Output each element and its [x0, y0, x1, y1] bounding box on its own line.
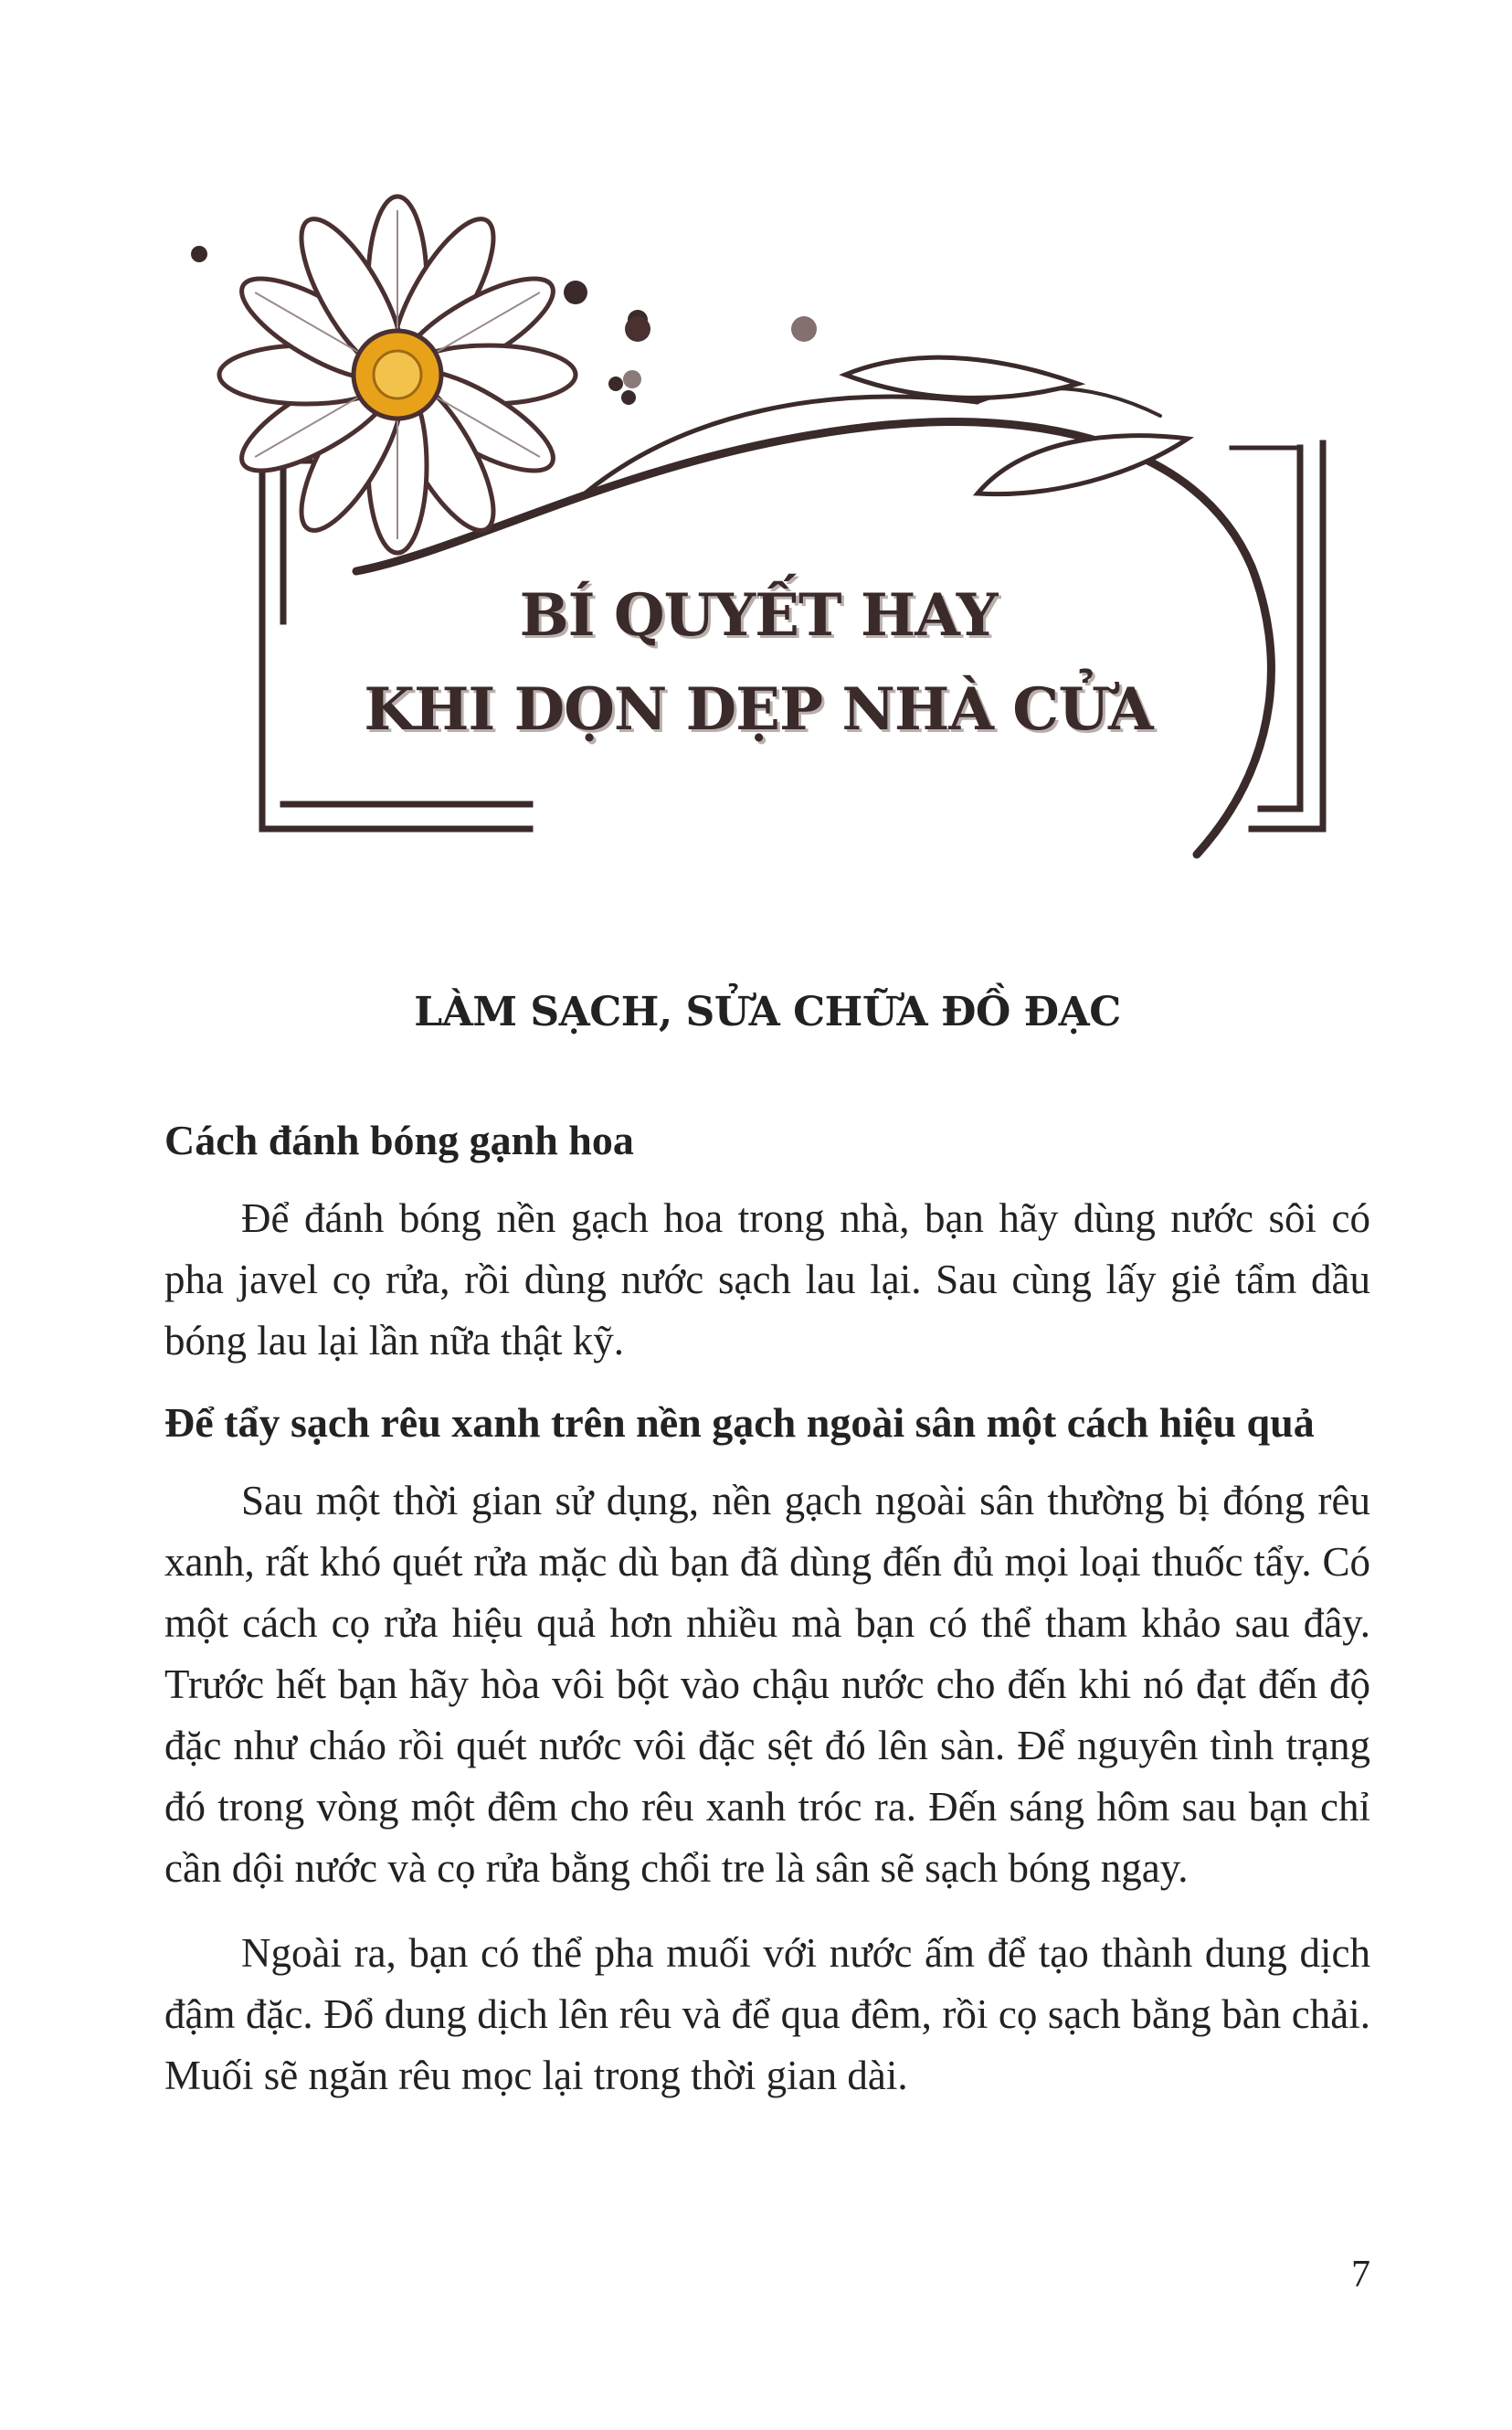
article-paragraph: Sau một thời gian sử dụng, nền gạch ngoài sân thường bị đóng rêu xanh, rất khó quét rửa mặc dù bạn đã dùng đến đủ mọi loại thuốc tẩy. Có một cách cọ rửa hiệu quả hơn nhiều mà bạn có thể tham khảo sau đây. Trước hết bạn hãy hòa vôi bột vào chậu nước cho đến khi nó đạt đến độ đặc như cháo rồi quét nước vôi đặc sệt đó lên sàn. Để nguyên tình trạng đó trong vòng một đêm cho rêu xanh tróc ra. Đến sáng hôm sau bạn chỉ cần dội nước và cọ rửa bằng chổi tre là sân sẽ sạch bóng ngay.	[164, 1477, 1370, 1891]
article-heading: Để tẩy sạch rêu xanh trên nền gạch ngoài sân một cách hiệu quả	[164, 1398, 1315, 1446]
article-paragraph: Để đánh bóng nền gạch hoa trong nhà, bạn hãy dùng nước sôi có pha javel cọ rửa, rồi dùng nước sạch lau lại. Sau cùng lấy giẻ tẩm dầu bóng lau lại lần nữa thật kỹ.	[164, 1194, 1370, 1364]
chapter-title-line-1: BÍ QUYẾT HAY	[519, 581, 998, 650]
article-heading: Cách đánh bóng gạnh hoa	[164, 1117, 634, 1163]
section-title: LÀM SẠCH, SỬA CHỮA ĐỒ ĐẠC	[414, 989, 1121, 1035]
article-paragraph: Ngoài ra, bạn có thể pha muối với nước ấm để tạo thành dung dịch đậm đặc. Đổ dung dịch lên rêu và để qua đêm, rồi cọ sạch bằng bàn chải. Muối sẽ ngăn rêu mọc lại trong thời gian dài.	[164, 1929, 1370, 2098]
page-content	[164, 1113, 1370, 2106]
daisy-flower-frame-ornament	[174, 164, 1361, 886]
chapter-title-line-2: KHI DỌN DẸP NHÀ CỬA	[364, 675, 1153, 744]
page-number: 7	[1351, 2254, 1370, 2296]
